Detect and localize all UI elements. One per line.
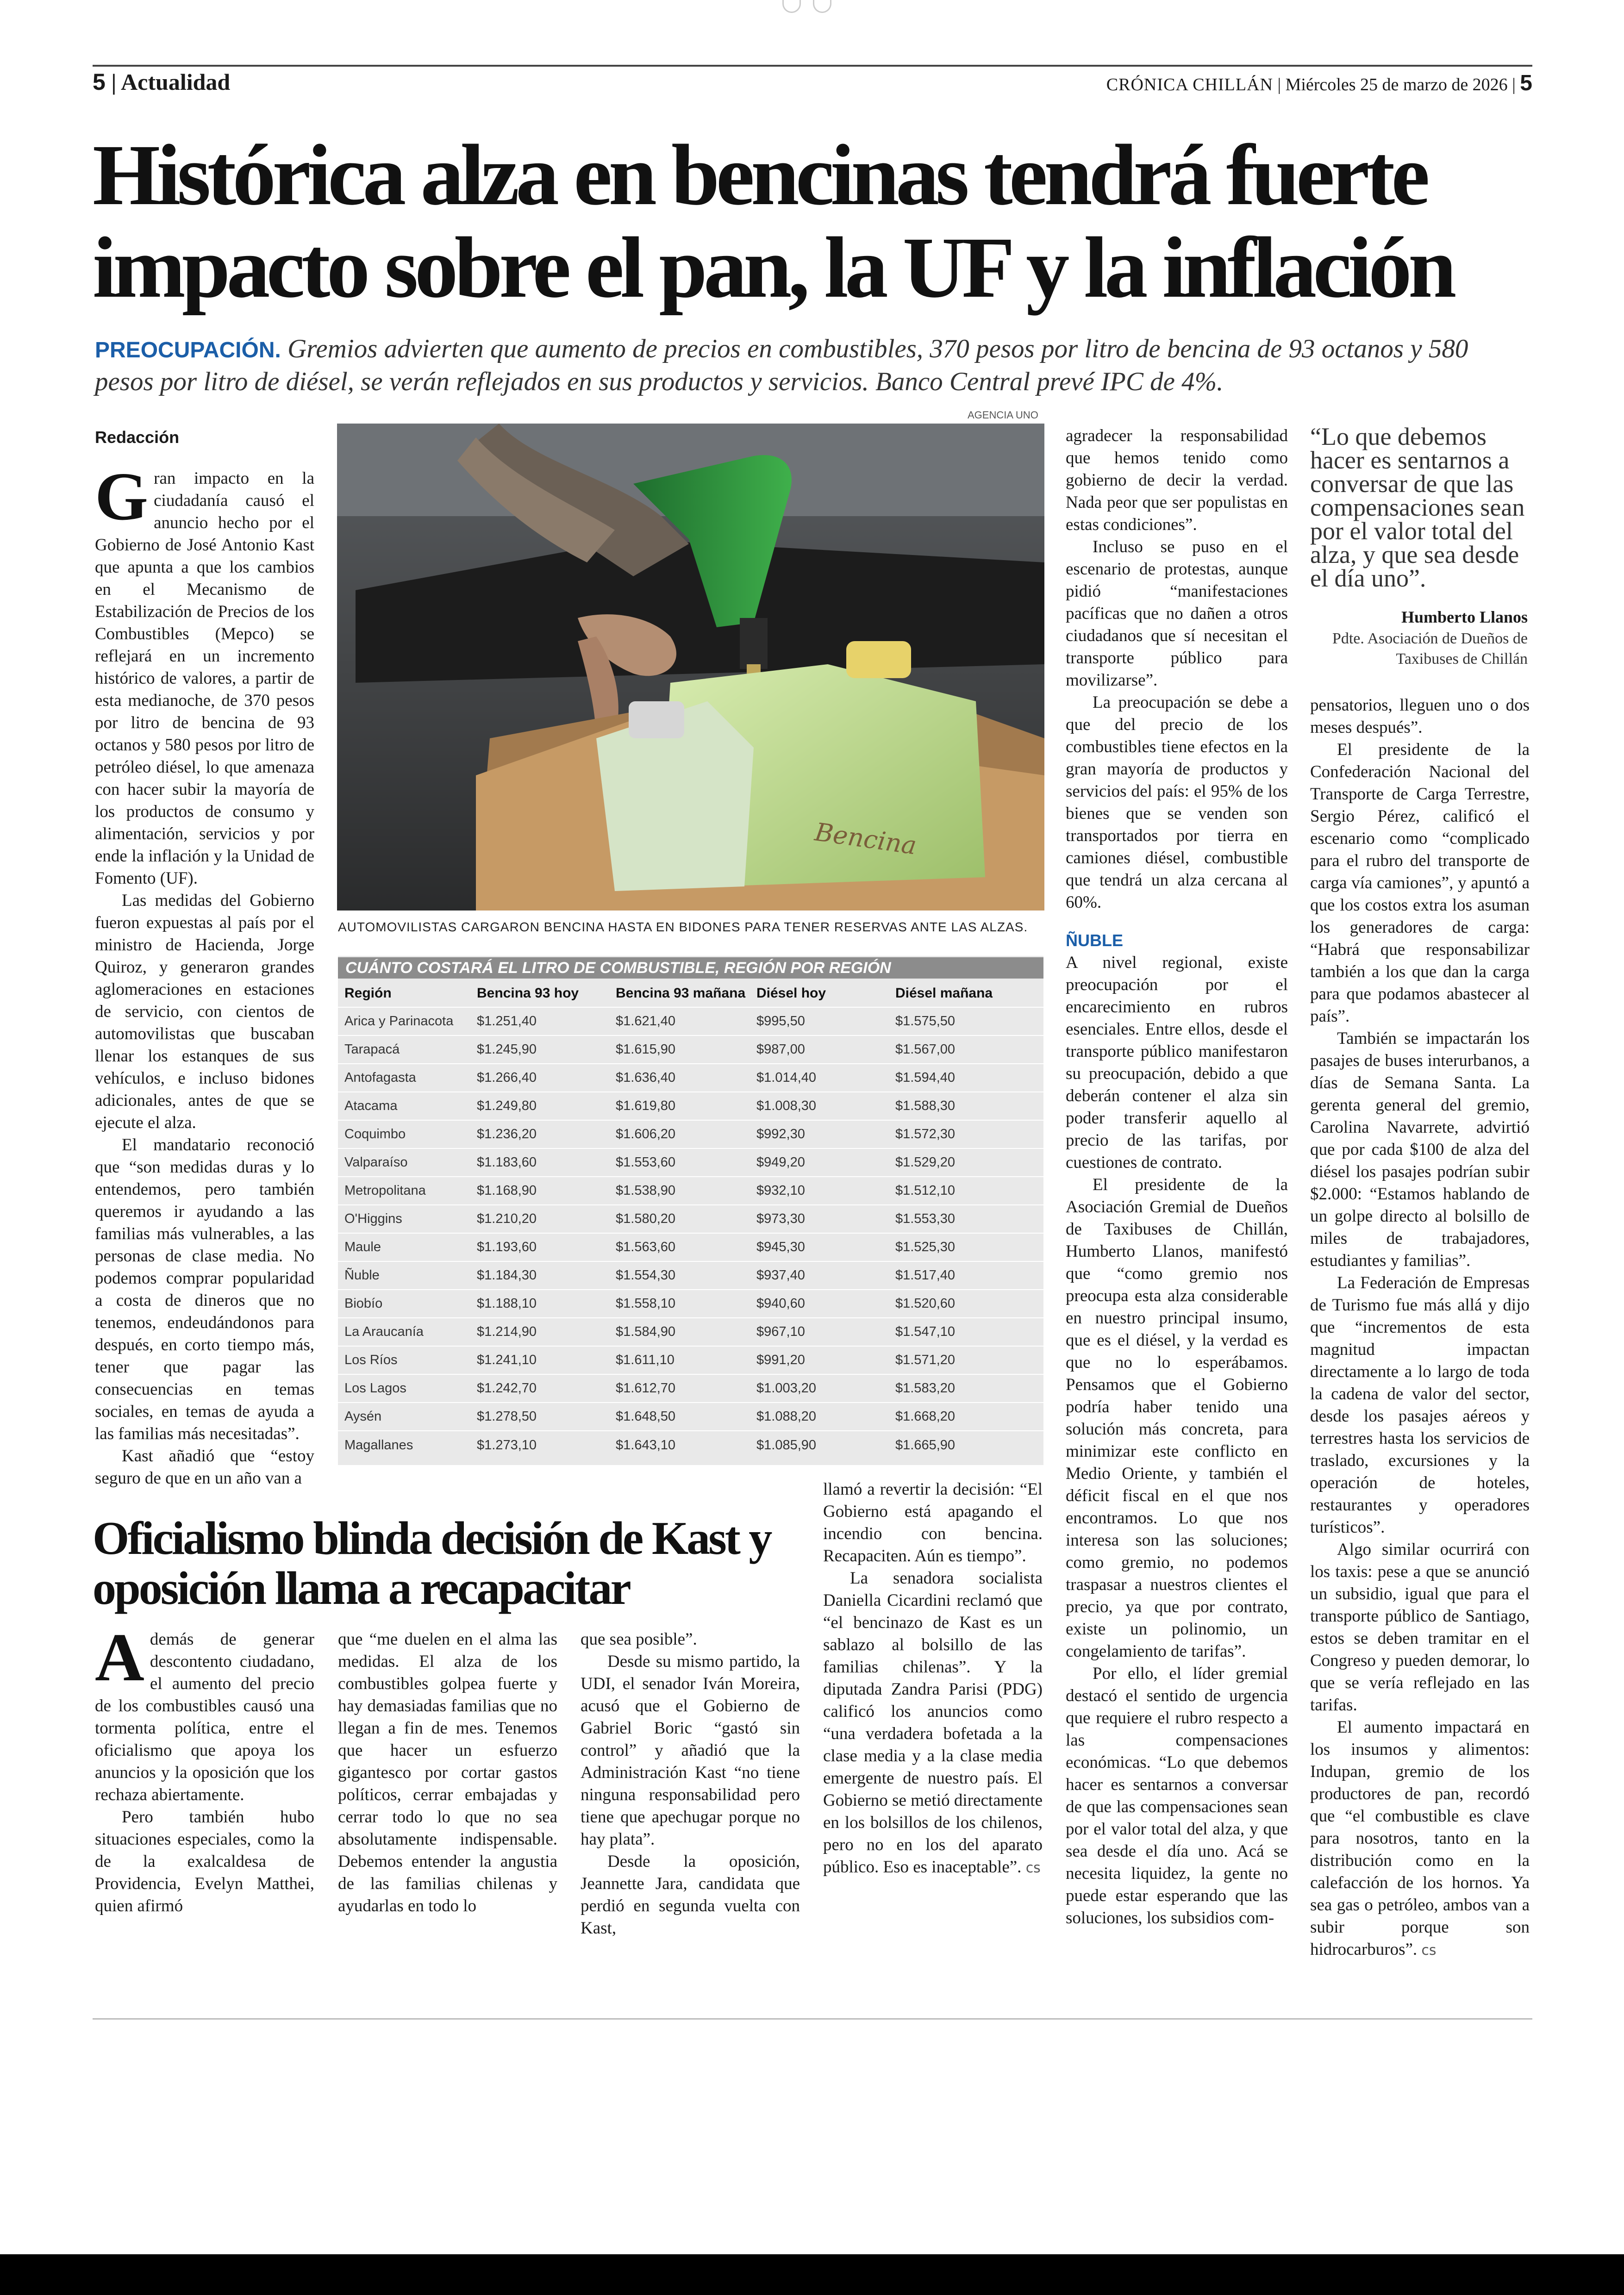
price-cell: $937,40 [756, 1261, 895, 1290]
price-cell: $1.520,60 [895, 1290, 1043, 1318]
paragraph [95, 1620, 314, 1806]
paragraph: La Federación de Empresas de Turismo fue más allá y dijo que “incrementos de esta magnitud impactan directamente a lo largo de toda la cadena de valor del sector, desde los pasajes aéreos y terrestres hasta los servicios de traslado, excursiones y la operación de hoteles, restaurantes y operadores turísticos”. [1310, 1273, 1530, 1537]
secondary-column-2 [338, 1628, 557, 1917]
lead-kicker: PREOCUPACIÓN. [95, 338, 281, 362]
price-cell: $1.251,40 [477, 1007, 616, 1035]
paragraph: llamó a revertir la decisión: “El Gobierno está apagando el incendio con bencina. Recapaciten. Aún es tiempo”. [823, 1480, 1043, 1565]
price-cell: $1.571,20 [895, 1346, 1043, 1374]
section-header [93, 69, 230, 95]
table-row [338, 1261, 1043, 1290]
paragraph: También se impactarán los pasajes de buses interurbanos, a días de Semana Santa. La gerenta general del gremio, Carolina Navarrete, advirtió que por cada $100 de alza del diésel los pasajes podrían subir $2.000: “Estamos hablando de un golpe directo al bolsillo de miles de trabajadores, estudiantes y familias”. [1310, 1029, 1530, 1270]
price-cell: $1.563,60 [616, 1233, 756, 1261]
article-column-1 [95, 459, 314, 1488]
photo-caption: AUTOMOVILISTAS CARGARON BENCINA HASTA EN BIDONES PARA TENER RESERVAS ANTE LAS ALZAS. [338, 920, 1028, 934]
fuel-photo-illustration [337, 424, 1044, 911]
price-cell: $1.567,00 [895, 1035, 1043, 1064]
lead-paragraph [95, 333, 1530, 398]
price-cell: $1.668,20 [895, 1403, 1043, 1431]
region-cell: Los Ríos [338, 1346, 477, 1374]
region-cell: Maule [338, 1233, 477, 1261]
paragraph: Las medidas del Gobierno fueron expuestas al país por el ministro de Hacienda, Jorge Quiroz, y generaron grandes aglomeraciones en estaciones de servicio, con cientos de automovilistas que buscaban llenar los estanques de sus vehículos, e incluso bidones adicionales, antes de que se ejecute el alza. [95, 891, 314, 1132]
table-row [338, 1431, 1043, 1459]
price-cell: $1.183,60 [477, 1148, 616, 1177]
price-cell: $1.572,30 [895, 1120, 1043, 1148]
price-cell: $1.580,20 [616, 1205, 756, 1233]
byline: Redacción [95, 428, 180, 447]
subsection-tag: ÑUBLE [1066, 931, 1123, 950]
table-row [338, 1007, 1043, 1035]
price-cell: $1.529,20 [895, 1148, 1043, 1177]
secondary-column-4 [823, 1478, 1043, 1879]
viewer-bottom-bar [0, 2254, 1624, 2295]
price-cell: $991,20 [756, 1346, 895, 1374]
lead-text: Gremios advierten que aumento de precios en combustibles, 370 pesos por litro de bencina de 93 octanos y 580 pesos por litro de diésel, se verán reflejados en sus productos y servicios. Banco Central prevé IPC de 4%. [95, 334, 1468, 396]
table-row [338, 1035, 1043, 1064]
header-separator: | [1512, 75, 1520, 94]
price-cell: $1.273,10 [477, 1431, 616, 1459]
paragraph: Desde la oposición, Jeannette Jara, candidata que perdió en segunda vuelta con Kast, [581, 1852, 800, 1938]
article-column-4 [1310, 694, 1530, 1959]
price-cell: $1.606,20 [616, 1120, 756, 1148]
price-cell: $1.583,20 [895, 1374, 1043, 1403]
price-cell: $1.538,90 [616, 1177, 756, 1205]
page-bottom-rule [93, 2018, 1532, 2020]
price-cell: $992,30 [756, 1120, 895, 1148]
table-row [338, 1177, 1043, 1205]
page-number-right: 5 [1520, 71, 1532, 95]
paper-name: CRÓNICA CHILLÁN [1106, 75, 1273, 94]
column-header: Diésel mañana [895, 985, 993, 1001]
paragraph: Kast añadió que “estoy seguro de que en un año van a [95, 1447, 314, 1488]
price-cell: $1.168,90 [477, 1177, 616, 1205]
price-cell: $1.558,10 [616, 1290, 756, 1318]
price-cell: $1.278,50 [477, 1403, 616, 1431]
dropcap: G [95, 459, 149, 535]
paragraph [95, 459, 314, 890]
paragraph: Desde su mismo partido, la UDI, el senador Iván Moreira, acusó que el Gobierno de Gabriel Boric “gastó sin control” y añadió que la Administración Kast “no tiene ninguna responsabilidad pero tiene que apechugar porque no hay plata”. [581, 1652, 800, 1849]
table-row [338, 1092, 1043, 1120]
quote-author-role: Pdte. Asociación de Dueños de Taxibuses de Chillán [1332, 630, 1528, 667]
region-cell: Tarapacá [338, 1035, 477, 1064]
price-cell: $1.594,40 [895, 1064, 1043, 1092]
price-cell: $1.008,30 [756, 1092, 895, 1120]
table-row [338, 1403, 1043, 1431]
price-cell: $1.553,60 [616, 1148, 756, 1177]
price-cell: $1.210,20 [477, 1205, 616, 1233]
paragraph [823, 1567, 1043, 1879]
column-header: Bencina 93 hoy [477, 985, 579, 1001]
table-row [338, 1064, 1043, 1092]
photo-credit: AGENCIA UNO [968, 409, 1038, 421]
table-row [338, 1205, 1043, 1233]
secondary-column-1 [95, 1620, 314, 1917]
region-cell: Magallanes [338, 1431, 477, 1459]
region-cell: Antofagasta [338, 1064, 477, 1092]
table-title: CUÁNTO COSTARÁ EL LITRO DE COMBUSTIBLE, REGIÓN POR REGIÓN [338, 957, 1043, 979]
region-cell: Ñuble [338, 1261, 477, 1290]
issue-date: Miércoles 25 de marzo de 2026 [1285, 75, 1508, 94]
paragraph: El presidente de la Confederación Nacional del Transporte de Carga Terrestre, Sergio Pérez, calificó el escenario como “complicado para el rubro del transporte de carga vía camiones”, y apuntó a que los costos extra los asuman los generadores de carga: “Habrá que responsabilizar también a los que dan la carga para que podamos abastecer al país”. [1310, 740, 1530, 1026]
column-header: Bencina 93 mañana [616, 985, 746, 1001]
paragraph: agradecer la responsabilidad que hemos tenido como gobierno de decir la verdad. Nada peor que ser populistas en estas condiciones”. [1066, 426, 1288, 534]
price-cell: $1.242,70 [477, 1374, 616, 1403]
table-row [338, 1346, 1043, 1374]
price-cell: $1.188,10 [477, 1290, 616, 1318]
paragraph-text: demás de generar descontento ciudadano, el aumento del precio de los combustibles causó una tormenta política, entre el oficialismo que apoya los anuncios y la oposición que los rechaza abiertamente. [95, 1630, 314, 1804]
page-number-left: 5 [93, 69, 106, 95]
price-cell: $1.553,30 [895, 1205, 1043, 1233]
secondary-headline: Oficialismo blinda decisión de Kast y oposición llama a recapacitar [93, 1512, 771, 1615]
price-cell: $1.547,10 [895, 1318, 1043, 1346]
paragraph-text: ran impacto en la ciudadanía causó el anuncio hecho por el Gobierno de José Antonio Kast que apunta a que los cambios en el Mecanismo de Estabilización de Precios de los Combustibles (Mepco) se reflejará en un incremento histórico de valores, a partir de esta medianoche, de 370 pesos por litro de bencina de 93 octanos y 580 pesos por litro de petróleo diésel, lo que amenaza con hacer subir la mayoría de los productos de consumo y alimentación, servicios y por ende la inflación y la Unidad de Fomento (UF). [95, 469, 314, 888]
price-cell: $940,60 [756, 1290, 895, 1318]
price-cell: $1.236,20 [477, 1120, 616, 1148]
paragraph: Incluso se puso en el escenario de protestas, aunque pidió “manifestaciones pacíficas que no dañen a otros ciudadanos que sí necesitan el transporte público para movilizarse”. [1066, 537, 1288, 690]
region-cell: Valparaíso [338, 1148, 477, 1177]
price-cell: $1.245,90 [477, 1035, 616, 1064]
column-header: Diésel hoy [756, 985, 826, 1001]
paragraph: Pero también hubo situaciones especiales, como la de la exalcaldesa de Providencia, Evelyn Matthei, quien afirmó [95, 1808, 314, 1915]
region-cell: Coquimbo [338, 1120, 477, 1148]
page-nav-indicators[interactable] [782, 0, 843, 13]
price-cell: $1.266,40 [477, 1064, 616, 1092]
paper-header [1106, 70, 1532, 96]
price-cell: $1.014,40 [756, 1064, 895, 1092]
price-cell: $1.241,10 [477, 1346, 616, 1374]
region-cell: Metropolitana [338, 1177, 477, 1205]
main-headline: Histórica alza en bencinas tendrá fuerte impacto sobre el pan, la UF y la inflación [93, 126, 1453, 316]
price-cell: $1.612,70 [616, 1374, 756, 1403]
price-cell: $1.584,90 [616, 1318, 756, 1346]
region-cell: Atacama [338, 1092, 477, 1120]
price-cell: $1.214,90 [477, 1318, 616, 1346]
paragraph [1310, 1716, 1530, 1962]
price-cell: $1.088,20 [756, 1403, 895, 1431]
paragraph: que “me duelen en el alma las medidas. El alza de los combustibles golpea fuerte y hay demasiadas familias que no llegan a fin de mes. Tenemos que hacer un esfuerzo gigantesco por cortar gastos políticos, cerrar embajadas y cerrar todo lo que no sea absolutamente indispensable. Debemos entender la angustia de las familias chilenas y ayudarlas en todo lo [338, 1630, 557, 1915]
price-cell: $1.588,30 [895, 1092, 1043, 1120]
price-cell: $1.193,60 [477, 1233, 616, 1261]
region-cell: Aysén [338, 1403, 477, 1431]
price-cell: $1.619,80 [616, 1092, 756, 1120]
price-cell: $1.611,10 [616, 1346, 756, 1374]
section-name: Actualidad [121, 69, 231, 95]
price-cell: $1.003,20 [756, 1374, 895, 1403]
price-cell: $1.512,10 [895, 1177, 1043, 1205]
region-cell: Los Lagos [338, 1374, 477, 1403]
price-cell: $1.575,50 [895, 1007, 1043, 1035]
pull-quote: “Lo que debemos hacer es sentarnos a conversar de que las compensaciones sean por el valor total del alza, y que sea desde el día uno”. [1310, 423, 1525, 592]
paragraph: La preocupación se debe a que del precio de los combustibles tiene efectos en la gran mayoría de productos y servicios del país: el 95% de los bienes que se venden son transportados por tierra en camiones diésel, combustible que tendrá un alza cercana al 60%. [1066, 693, 1288, 912]
price-cell: $1.554,30 [616, 1261, 756, 1290]
paragraph-text: El aumento impactará en los insumos y alimentos: Indupan, gremio de los productores de pan, recordó que “el combustible es clave para nosotros, tanto en la distribución como en la calefacción de los hornos. Ya sea gas o petróleo, ambos van a subir porque son hidrocarburos”. [1310, 1718, 1530, 1959]
column-header: Región [344, 985, 392, 1001]
nav-dot[interactable] [782, 0, 801, 13]
end-mark-icon: cs [1025, 1860, 1041, 1876]
price-cell: $1.615,90 [616, 1035, 756, 1064]
paragraph: que sea posible”. [581, 1630, 697, 1649]
price-cell: $1.085,90 [756, 1431, 895, 1459]
paragraph: A nivel regional, existe preocupación por el encarecimiento en rubros esenciales. Entre ellos, desde el transporte público manifestaron su preocupación, debido a que deberán contener el alza sin poder transferir aquello al precio de las tarifas, por cuestiones de contrato. [1066, 953, 1288, 1172]
paragraph: Por ello, el líder gremial destacó el sentido de urgencia que requiere el rubro respecto a las compensaciones económicas. “Lo que debemos hacer es sentarnos a conversar de que las compensaciones sean por el valor total del alza, y que sea desde el día uno. Acá se necesita liquidez, la gente no puede estar esperando que las soluciones, los subsidios com- [1066, 1664, 1288, 1927]
price-cell: $967,10 [756, 1318, 895, 1346]
table-row [338, 1318, 1043, 1346]
region-cell: La Araucanía [338, 1318, 477, 1346]
fuel-price-table [338, 979, 1043, 1459]
price-cell: $987,00 [756, 1035, 895, 1064]
table-header-row [338, 979, 1043, 1007]
article-photo [337, 424, 1044, 911]
table-row [338, 1148, 1043, 1177]
region-cell: Biobío [338, 1290, 477, 1318]
price-cell: $1.249,80 [477, 1092, 616, 1120]
price-cell: $1.621,40 [616, 1007, 756, 1035]
price-cell: $932,10 [756, 1177, 895, 1205]
table-row [338, 1290, 1043, 1318]
paragraph: El mandatario reconoció que “son medidas duras y lo entendemos, pero también queremos ir ayudando a las familias más vulnerables, a las personas de clase media. No podemos comprar popularidad a costa de dineros que no tenemos, endeudándonos para después, en corto tiempo más, tener que pagar las consecuencias en temas sociales, en temas de ayuda a las familias más necesitadas”. [95, 1135, 314, 1443]
dropcap: A [95, 1620, 144, 1696]
header-separator: | [111, 69, 121, 95]
header-rule [93, 65, 1532, 67]
price-cell: $1.525,30 [895, 1233, 1043, 1261]
paragraph-text: La senadora socialista Daniella Cicardini reclamó que “el bencinazo de Kast es un sablazo al bolsillo de las familias chilenas”. Y la diputada Zandra Parisi (PDG) calificó los anuncios como “una verdadera bofetada a la clase media y a la clase media emergente de nuestro país. El Gobierno se metió directamente en los bolsillos de los chilenos, pero no en los del aparato público. Eso es inaceptable”. [823, 1569, 1043, 1877]
table-row [338, 1233, 1043, 1261]
table-row [338, 1120, 1043, 1148]
header-separator: | [1277, 75, 1286, 94]
article-column-3 [1066, 425, 1288, 1927]
region-cell: O'Higgins [338, 1205, 477, 1233]
price-cell: $1.517,40 [895, 1261, 1043, 1290]
price-cell: $945,30 [756, 1233, 895, 1261]
table-row [338, 1374, 1043, 1403]
price-cell: $1.636,40 [616, 1064, 756, 1092]
paragraph: El presidente de la Asociación Gremial de Dueños de Taxibuses de Chillán, Humberto Llanos, manifestó que “como gremio nos preocupa esta alza considerable en nuestro principal insumo, que es el diésel, y la verdad es que no lo esperábamos. Pensamos que el Gobierno podría haber tenido una solución más concreta, para minimizar este conflicto en Medio Oriente, y también el déficit fiscal en el que nos encontramos. Lo que nos interesa son las soluciones; como gremio, no podemos traspasar a nuestros clientes el precio, ya que por contrato, existe un polinomio, un congelamiento de tarifas”. [1066, 1175, 1288, 1661]
price-cell: $1.665,90 [895, 1431, 1043, 1459]
end-mark-icon: cs [1421, 1942, 1437, 1958]
paragraph: pensatorios, lleguen uno o dos meses después”. [1310, 696, 1530, 737]
paragraph: Algo similar ocurrirá con los taxis: pese a que se anunció un subsidio, igual que para el transporte público de Santiago, estos se deben tramitar en el Congreso y pueden demorar, lo que se vería reflejado en las tarifas. [1310, 1540, 1530, 1715]
price-cell: $949,20 [756, 1148, 895, 1177]
can-label: Bencina [813, 817, 918, 861]
price-cell: $1.648,50 [616, 1403, 756, 1431]
secondary-column-3 [581, 1628, 800, 1940]
price-cell: $973,30 [756, 1205, 895, 1233]
quote-author: Humberto Llanos [1401, 608, 1528, 626]
price-cell: $1.184,30 [477, 1261, 616, 1290]
nav-dot[interactable] [813, 0, 831, 13]
price-cell: $995,50 [756, 1007, 895, 1035]
price-cell: $1.643,10 [616, 1431, 756, 1459]
region-cell: Arica y Parinacota [338, 1007, 477, 1035]
